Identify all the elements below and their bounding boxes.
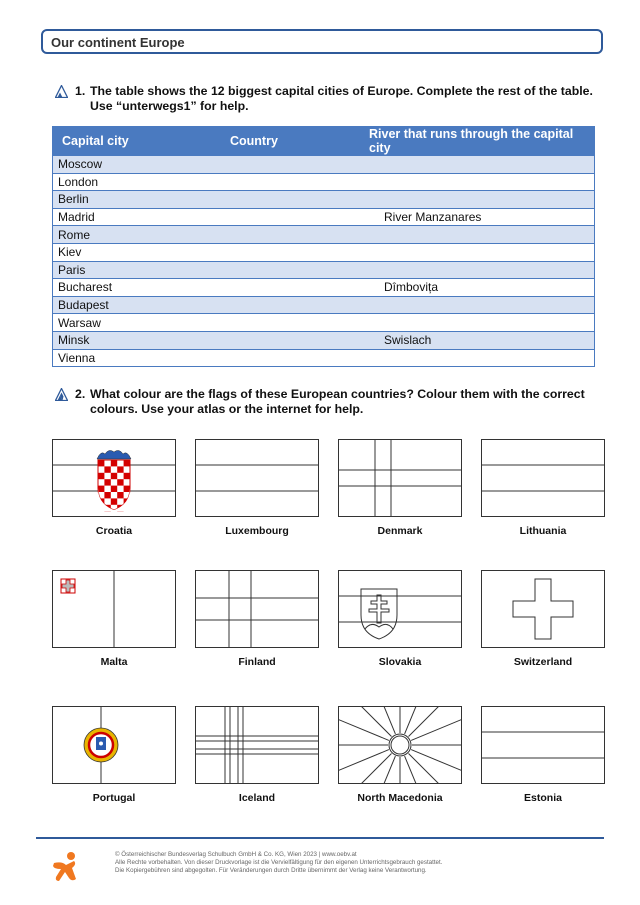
finland-flag-outline-icon[interactable] [195,570,319,648]
river-cell[interactable]: River Manzanares [360,208,594,226]
capital-cell: Vienna [53,349,212,366]
capital-cell: Moscow [53,156,212,174]
flag-label: Portugal [92,792,136,804]
capital-cell: Warsaw [53,314,212,332]
column-header-river: River that runs through the capital city [360,127,594,156]
river-cell[interactable] [360,191,594,209]
task-1-text: The table shows the 12 biggest capital cities of Europe. Complete the rest of the table. Use “unterwegs1” for help. [90,84,593,113]
country-cell[interactable] [212,314,360,332]
column-header-country: Country [212,127,360,156]
flag-label: Switzerland [513,656,573,668]
country-cell[interactable] [212,208,360,226]
river-cell[interactable] [360,261,594,279]
country-cell[interactable] [212,156,360,174]
flag-card [481,439,605,537]
river-cell[interactable] [360,173,594,191]
page-title: Our continent Europe [41,29,603,54]
country-cell[interactable] [212,279,360,297]
flag-label: Luxembourg [225,525,289,537]
flag-card [481,706,605,804]
flag-label: Croatia [95,525,133,537]
lithuania-flag-outline-icon[interactable] [481,439,605,517]
portugal-flag-outline-icon[interactable] [52,706,176,784]
flag-label: Slovakia [378,656,422,668]
flag-card [338,439,462,537]
task-1-number: 1. [75,84,86,98]
flag-card [195,706,319,804]
footer-divider [36,837,604,839]
estonia-flag-outline-icon[interactable] [481,706,605,784]
capital-cell: Rome [53,226,212,244]
river-cell[interactable] [360,296,594,314]
footer-line-1: © Österreichischer Bundesverlag Schulbuch GmbH & Co. KG, Wien 2023 | www.oebv.at [115,851,357,858]
capital-cell: London [53,173,212,191]
table-row [53,226,594,244]
flag-label: Finland [238,656,276,668]
country-cell[interactable] [212,173,360,191]
country-cell[interactable] [212,261,360,279]
north-macedonia-flag-outline-icon[interactable] [338,706,462,784]
table-row [53,349,594,366]
table-row [53,173,594,191]
table-row [53,279,594,297]
flag-card [52,570,176,668]
country-cell[interactable] [212,296,360,314]
river-cell[interactable]: Swislach [360,331,594,349]
flag-card [195,570,319,668]
table-row [53,296,594,314]
river-cell[interactable] [360,349,594,366]
flag-label: Denmark [377,525,423,537]
flag-label: Estonia [524,792,562,804]
difficulty-level-icon [55,85,68,98]
table-row [53,314,594,332]
publisher-logo-icon [50,851,80,885]
luxembourg-flag-outline-icon[interactable] [195,439,319,517]
capital-cell: Paris [53,261,212,279]
iceland-flag-outline-icon[interactable] [195,706,319,784]
capital-cell: Madrid [53,208,212,226]
table-row [53,243,594,261]
task-1 [55,84,600,116]
country-cell[interactable] [212,243,360,261]
footer-line-2: Alle Rechte vorbehalten. Von dieser Druckvorlage ist die Vervielfältigung für den eigenen Unterrichtsgebrauch gestattet. [115,859,443,866]
flag-card [481,570,605,668]
country-cell[interactable] [212,226,360,244]
table-row [53,261,594,279]
country-cell[interactable] [212,191,360,209]
croatia-flag-outline-icon[interactable] [52,439,176,517]
flag-label: Lithuania [519,525,567,537]
flag-card [52,706,176,804]
capital-cities-table [53,127,594,366]
river-cell[interactable] [360,156,594,174]
denmark-flag-outline-icon[interactable] [338,439,462,517]
flag-card [52,439,176,537]
table-header-row [53,127,594,156]
footer-line-3: Die Kopiergebühren sind abgegolten. Für Veränderungen durch Dritte übernimmt der Verlag keine Verantwortung. [115,867,427,874]
table-row [53,331,594,349]
malta-flag-outline-icon[interactable] [52,570,176,648]
flag-card [195,439,319,537]
footer-copyright [115,851,585,875]
difficulty-level-icon [55,388,68,401]
flag-label: North Macedonia [357,792,443,804]
task-2-text: What colour are the flags of these European countries? Colour them with the correct colours. Use your atlas or the internet for help. [90,387,585,416]
capital-cell: Berlin [53,191,212,209]
capital-cell: Budapest [53,296,212,314]
task-2 [55,387,600,419]
table-row [53,156,594,174]
capital-cell: Minsk [53,331,212,349]
flag-label: Malta [100,656,128,668]
river-cell[interactable] [360,314,594,332]
river-cell[interactable] [360,226,594,244]
table-row [53,191,594,209]
table-row [53,208,594,226]
country-cell[interactable] [212,331,360,349]
task-2-number: 2. [75,387,86,401]
capital-cell: Bucharest [53,279,212,297]
flag-card [338,706,462,804]
country-cell[interactable] [212,349,360,366]
column-header-capital: Capital city [53,127,212,156]
river-cell[interactable] [360,243,594,261]
river-cell[interactable]: Dîmbovița [360,279,594,297]
capital-cell: Kiev [53,243,212,261]
slovakia-flag-outline-icon[interactable] [338,570,462,648]
switzerland-flag-outline-icon[interactable] [481,570,605,648]
flag-card [338,570,462,668]
flag-label: Iceland [238,792,276,804]
